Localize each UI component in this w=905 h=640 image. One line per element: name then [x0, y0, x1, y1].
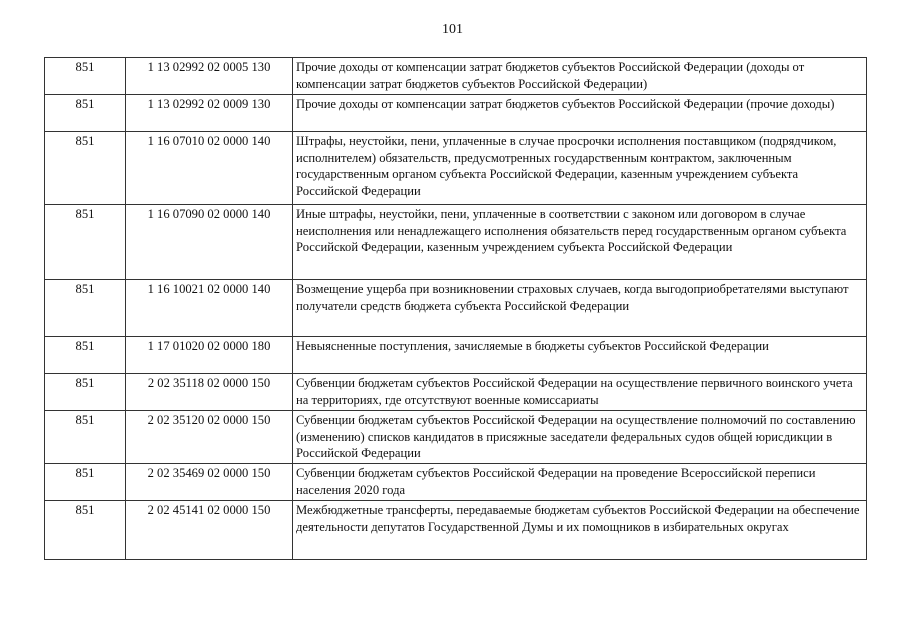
table-row: [45, 501, 867, 560]
budget-classification-table: [44, 57, 867, 560]
admin-code-cell: 851: [45, 464, 126, 501]
budget-code-cell: 1 13 02992 02 0009 130: [126, 95, 293, 132]
budget-code-cell: 2 02 35469 02 0000 150: [126, 464, 293, 501]
admin-code-cell: 851: [45, 501, 126, 560]
budget-code-cell: 1 16 07090 02 0000 140: [126, 205, 293, 280]
page-number: 101: [442, 22, 463, 37]
admin-code-cell: 851: [45, 280, 126, 337]
revenue-name-cell: Прочие доходы от компенсации затрат бюджетов субъектов Российской Федерации (прочие доходы): [293, 95, 867, 132]
table-row: [45, 464, 867, 501]
budget-code-cell: 1 13 02992 02 0005 130: [126, 58, 293, 95]
admin-code-cell: 851: [45, 337, 126, 374]
revenue-name-cell: Субвенции бюджетам субъектов Российской Федерации на осуществление полномочий по составлению (изменению) списков кандидатов в присяжные заседатели федеральных судов общей юрисдикции в Российской Федерации: [293, 411, 867, 464]
budget-code-cell: 1 16 07010 02 0000 140: [126, 132, 293, 205]
table-row: [45, 411, 867, 464]
revenue-name-cell: Межбюджетные трансферты, передаваемые бюджетам субъектов Российской Федерации на обеспечение деятельности депутатов Государственной Думы и их помощников в избирательных округах: [293, 501, 867, 560]
table-row: [45, 374, 867, 411]
revenue-name-cell: Прочие доходы от компенсации затрат бюджетов субъектов Российской Федерации (доходы от компенсации затрат бюджетов субъектов Российской Федерации): [293, 58, 867, 95]
admin-code-cell: 851: [45, 95, 126, 132]
admin-code-cell: 851: [45, 374, 126, 411]
budget-code-cell: 2 02 35120 02 0000 150: [126, 411, 293, 464]
budget-code-cell: 1 17 01020 02 0000 180: [126, 337, 293, 374]
admin-code-cell: 851: [45, 132, 126, 205]
table-row: [45, 132, 867, 205]
budget-code-cell: 2 02 35118 02 0000 150: [126, 374, 293, 411]
admin-code-cell: 851: [45, 411, 126, 464]
table-row: [45, 205, 867, 280]
revenue-name-cell: Возмещение ущерба при возникновении страховых случаев, когда выгодоприобретателями выступают получатели средств бюджета субъекта Российской Федерации: [293, 280, 867, 337]
revenue-name-cell: Невыясненные поступления, зачисляемые в бюджеты субъектов Российской Федерации: [293, 337, 867, 374]
budget-code-cell: 1 16 10021 02 0000 140: [126, 280, 293, 337]
admin-code-cell: 851: [45, 205, 126, 280]
table-row: [45, 337, 867, 374]
admin-code-cell: 851: [45, 58, 126, 95]
revenue-name-cell: Субвенции бюджетам субъектов Российской Федерации на проведение Всероссийской переписи населения 2020 года: [293, 464, 867, 501]
revenue-name-cell: Штрафы, неустойки, пени, уплаченные в случае просрочки исполнения поставщиком (подрядчиком, исполнителем) обязательств, предусмотренных государственным контрактом, заключенным государственным органом субъекта Российской Федерации, казенным учреждением субъекта Российской Федерации: [293, 132, 867, 205]
table-row: [45, 280, 867, 337]
budget-code-cell: 2 02 45141 02 0000 150: [126, 501, 293, 560]
revenue-name-cell: Иные штрафы, неустойки, пени, уплаченные в соответствии с законом или договором в случае неисполнения или ненадлежащего исполнения обязательств перед государственным органом субъекта Российской Федерации, казенным учреждением субъекта Российской Федерации: [293, 205, 867, 280]
table-row: [45, 95, 867, 132]
table-row: [45, 58, 867, 95]
revenue-name-cell: Субвенции бюджетам субъектов Российской Федерации на осуществление первичного воинского учета на территориях, где отсутствуют военные комиссариаты: [293, 374, 867, 411]
